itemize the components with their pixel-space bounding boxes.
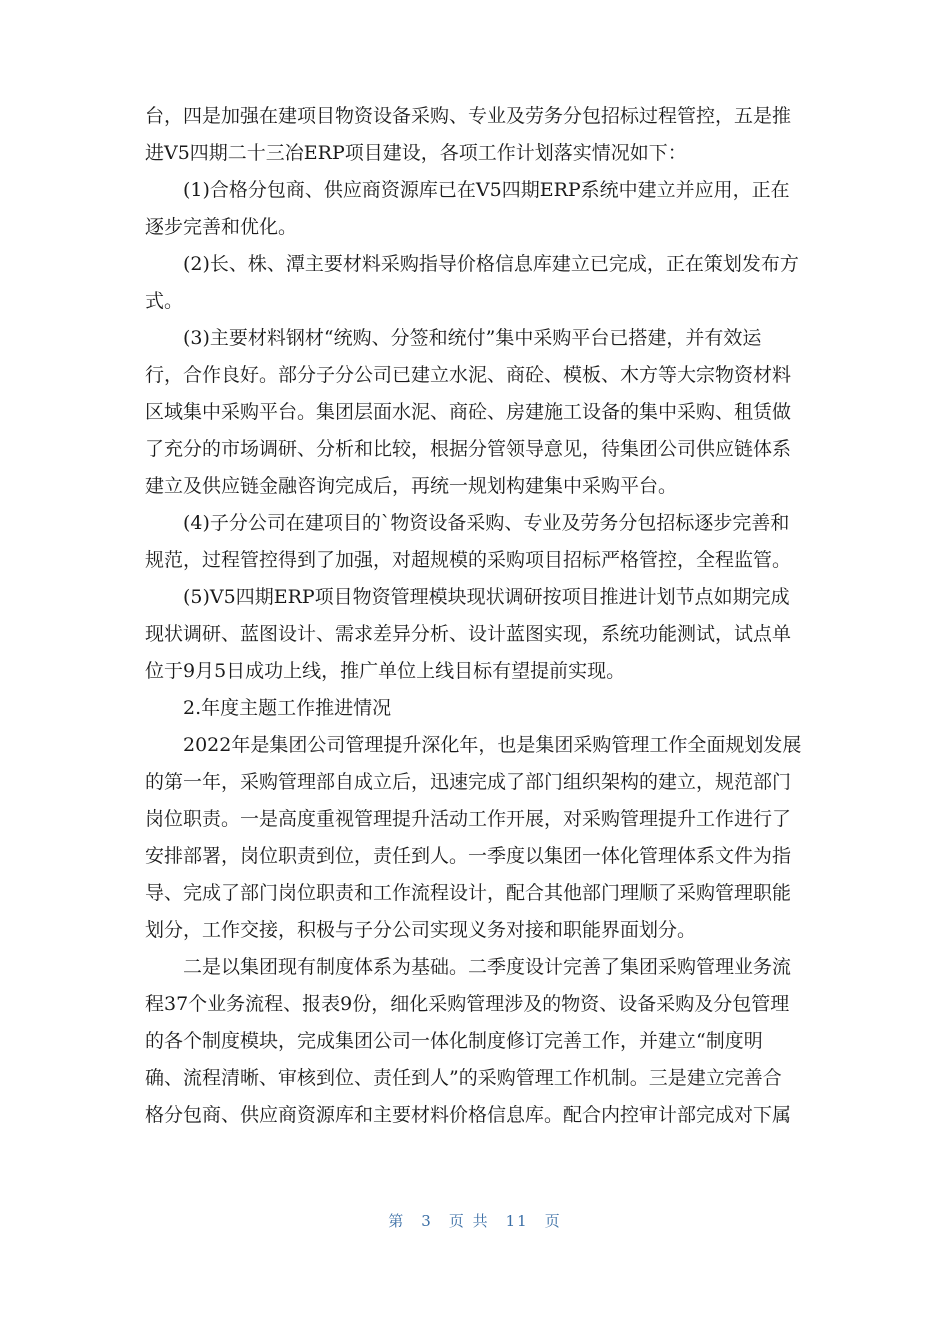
footer-suffix: 页 — [544, 1212, 562, 1230]
text-line: 式。 — [145, 290, 184, 312]
text-line: 逐步完善和优化。 — [145, 216, 298, 238]
text-line: 进V5四期二十三冶ERP项目建设，各项工作计划落实情况如下： — [145, 142, 687, 164]
document-body — [145, 98, 807, 1134]
text-line: 台，四是加强在建项目物资设备采购、专业及劳务分包招标过程管控，五是推 — [145, 105, 792, 127]
text-line: 了充分的市场调研、分析和比较，根据分管领导意见，待集团公司供应链体系 — [145, 438, 792, 460]
text-line: 2022年是集团公司管理提升深化年，也是集团采购管理工作全面规划发展 — [183, 734, 802, 756]
text-line: 安排部署，岗位职责到位，责任到人。一季度以集团一体化管理体系文件为指 — [145, 845, 792, 867]
page-footer — [0, 1210, 950, 1231]
text-line: 行，合作良好。部分子分公司已建立水泥、商砼、模板、木方等大宗物资材料 — [145, 364, 792, 386]
text-line: (2)长、株、潭主要材料采购指导价格信息库建立已完成，正在策划发布方 — [183, 253, 799, 275]
text-line: (4)子分公司在建项目的`物资设备采购、专业及劳务分包招标逐步完善和 — [183, 512, 790, 534]
text-line: (5)V5四期ERP项目物资管理模块现状调研按项目推进计划节点如期完成 — [183, 586, 790, 608]
text-line: 的第一年，采购管理部自成立后，迅速完成了部门组织架构的建立，规范部门 — [145, 771, 792, 793]
footer-middle: 页 共 — [448, 1212, 490, 1230]
footer-total-pages: 11 — [505, 1212, 529, 1230]
text-line: 规范，过程管控得到了加强，对超规模的采购项目招标严格管控，全程监管。 — [145, 549, 792, 571]
footer-current-page: 3 — [421, 1212, 433, 1230]
text-line: 程37个业务流程、报表9份，细化采购管理涉及的物资、设备采购及分包管理 — [145, 993, 790, 1015]
text-line: 现状调研、蓝图设计、需求差异分析、设计蓝图实现，系统功能测试，试点单 — [145, 623, 792, 645]
text-line: 划分，工作交接，积极与子分公司实现义务对接和职能界面划分。 — [145, 919, 697, 941]
text-line: 确、流程清晰、审核到位、责任到人”的采购管理工作机制。三是建立完善合 — [145, 1067, 782, 1089]
footer-prefix: 第 — [388, 1212, 406, 1230]
text-line: 位于9月5日成功上线，推广单位上线目标有望提前实现。 — [145, 660, 626, 682]
text-line: 格分包商、供应商资源库和主要材料价格信息库。配合内控审计部完成对下属 — [145, 1104, 792, 1126]
text-line: 区域集中采购平台。集团层面水泥、商砼、房建施工设备的集中采购、租赁做 — [145, 401, 792, 423]
text-line: 2.年度主题工作推进情况 — [183, 697, 392, 719]
text-line: (3)主要材料钢材“统购、分签和统付”集中采购平台已搭建，并有效运 — [183, 327, 762, 349]
text-line: (1)合格分包商、供应商资源库已在V5四期ERP系统中建立并应用，正在 — [183, 179, 790, 201]
text-line: 二是以集团现有制度体系为基础。二季度设计完善了集团采购管理业务流 — [183, 956, 792, 978]
text-line: 岗位职责。一是高度重视管理提升活动工作开展，对采购管理提升工作进行了 — [145, 808, 792, 830]
text-line: 建立及供应链金融咨询完成后，再统一规划构建集中采购平台。 — [145, 475, 678, 497]
text-line: 导、完成了部门岗位职责和工作流程设计，配合其他部门理顺了采购管理职能 — [145, 882, 792, 904]
text-line: 的各个制度模块，完成集团公司一体化制度修订完善工作，并建立“制度明 — [145, 1030, 763, 1052]
